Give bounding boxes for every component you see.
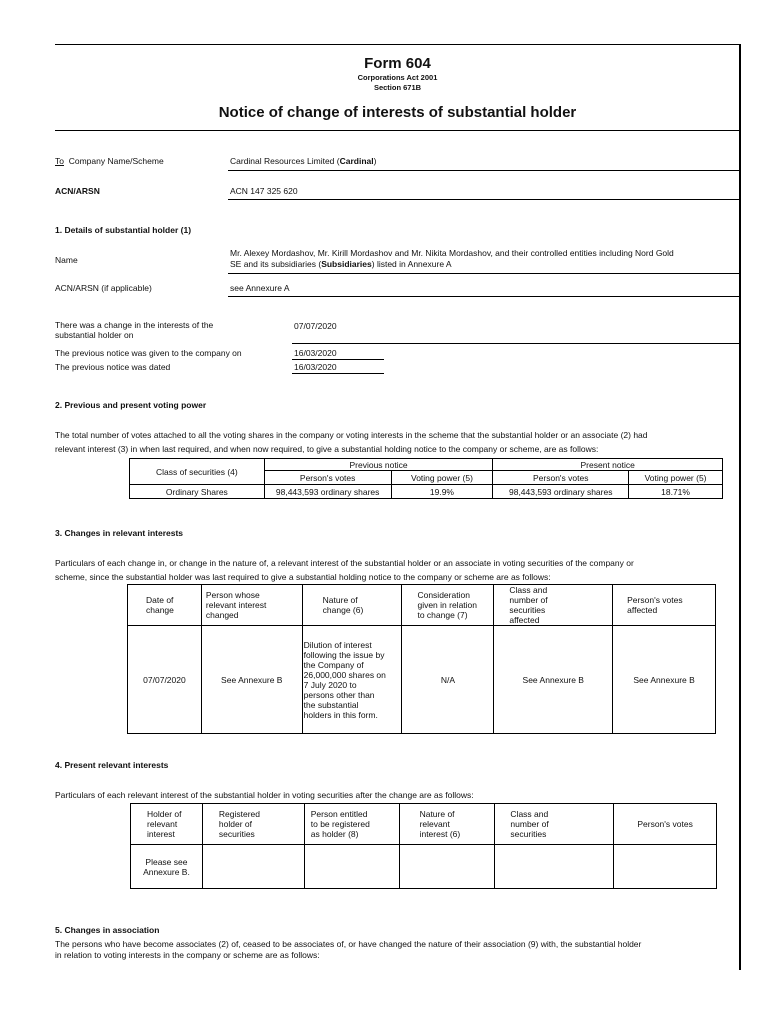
section-ref: Section 671B [373,83,422,92]
empty-cell [202,845,304,889]
class-affected-cell: See Annexure B [494,626,613,734]
prev-given-underline [292,359,384,360]
section-2-heading: 2. Previous and present voting power [55,400,207,410]
prev-dated-label: The previous notice was dated [55,362,171,372]
class-header-4: Class and number of securities [495,804,614,845]
holder-acn-label: ACN/ARSN (if applicable) [55,283,152,293]
table-row [128,626,716,734]
form-number: Form 604 [364,55,431,72]
empty-cell [399,845,495,889]
change-date-cell: 07/07/2020 [128,626,202,734]
holder-name-value: Mr. Alexey Mordashov, Mr. Kirill Mordashov and Mr. Nikita Mordashov, and their controlled entities including Nord Gold SE and its subsidiaries (Subsidiaries) listed in Annexure A [230,248,674,269]
holder-name-label: Name [55,255,78,265]
act-name: Corporations Act 2001 [357,73,438,82]
holder-acn-underline [228,296,740,297]
consideration-cell: N/A [402,626,494,734]
acn-label: ACN/ARSN [55,186,100,196]
prev-given-label: The previous notice was given to the company on [55,348,242,358]
change-date-underline [292,343,741,344]
registered-header: Registered holder of securities [202,804,304,845]
prev-votes-cell: 98,443,593 ordinary shares [264,485,391,499]
acn-value: ACN 147 325 620 [230,186,298,196]
holder-cell: Please see Annexure B. [131,845,203,889]
table-row [130,485,723,499]
class-header: Class of securities (4) [130,459,265,485]
nature-interest-header: Nature of relevant interest (6) [399,804,495,845]
section-3-heading: 3. Changes in relevant interests [55,528,184,538]
entitled-header: Person entitled to be registered as holder (8) [304,804,399,845]
holder-acn-value: see Annexure A [230,283,290,293]
section-4-paragraph: Particulars of each relevant interest of the substantial holder in voting securities after the change are as follows: [55,790,474,800]
empty-cell [614,845,717,889]
section-1-heading: 1. Details of substantial holder (1) [55,225,192,235]
section-5-heading: 5. Changes in association [55,925,160,935]
votes-affected-header: Person's votes affected [613,585,716,626]
pres-power-cell: 18.71% [629,485,723,499]
votes-affected-cell: See Annexure B [613,626,716,734]
notice-title: Notice of change of interests of substantial holder [218,104,577,121]
class-affected-header: Class and number of securities affected [494,585,613,626]
change-date-value: 07/07/2020 [294,321,337,331]
right-border [739,44,741,970]
pres-power-header: Voting power (5) [629,471,723,485]
consideration-header: Consideration given in relation to change (7) [402,585,494,626]
header-divider [55,130,741,131]
holder-name-underline [228,273,740,274]
pres-votes-cell: 98,443,593 ordinary shares [493,485,629,499]
top-border [55,44,741,45]
class-cell: Ordinary Shares [130,485,265,499]
prev-votes-header: Person's votes [264,471,391,485]
changes-table [127,584,716,734]
date-header: Date of change [128,585,202,626]
company-name: Cardinal Resources Limited (Cardinal) [230,156,377,166]
empty-cell [304,845,399,889]
person-header: Person whose relevant interest changed [201,585,302,626]
prev-dated-underline [292,373,384,374]
table-row [131,845,717,889]
person-cell: See Annexure B [201,626,302,734]
nature-header: Nature of change (6) [302,585,402,626]
acn-underline [228,199,740,200]
present-interests-table [130,803,717,889]
nature-cell: Dilution of interest following the issue by the Company of 26,000,000 shares on 7 July 2020 to persons other than the substantial holders in this form. [302,626,402,734]
section-2-paragraph: The total number of votes attached to all the voting shares in the company or voting interests in the scheme that the substantial holder or an associate (2) had relevant interest (3) in when last required, and when now required, to give a substantial holding notice to the company or scheme, are as follows: [55,430,648,454]
prev-power-header: Voting power (5) [391,471,493,485]
holder-header: Holder of relevant interest [131,804,203,845]
present-notice-header: Present notice [493,459,723,471]
company-name-underline [228,170,740,171]
previous-notice-header: Previous notice [264,459,493,471]
prev-power-cell: 19.9% [391,485,493,499]
empty-cell [495,845,614,889]
section-3-paragraph: Particulars of each change in, or change in the nature of, a relevant interest of the substantial holder or an associate in voting securities of the company or scheme, since the substantial holder was last required to give a substantial holding notice to the company or scheme are as follows: [55,558,634,582]
section-4-heading: 4. Present relevant interests [55,760,169,770]
prev-dated-date: 16/03/2020 [294,362,337,372]
section-5-paragraph: The persons who have become associates (2) of, ceased to be associates of, or have changed the nature of their association (9) with, the substantial holder in relation to voting interests in the company or scheme are as follows: [55,939,642,960]
voting-power-table [129,458,723,499]
votes-header-4: Person's votes [614,804,717,845]
pres-votes-header: Person's votes [493,471,629,485]
change-date-label: There was a change in the interests of the substantial holder on [55,320,214,340]
prev-given-date: 16/03/2020 [294,348,337,358]
to-company-label: To Company Name/Scheme [55,156,164,166]
